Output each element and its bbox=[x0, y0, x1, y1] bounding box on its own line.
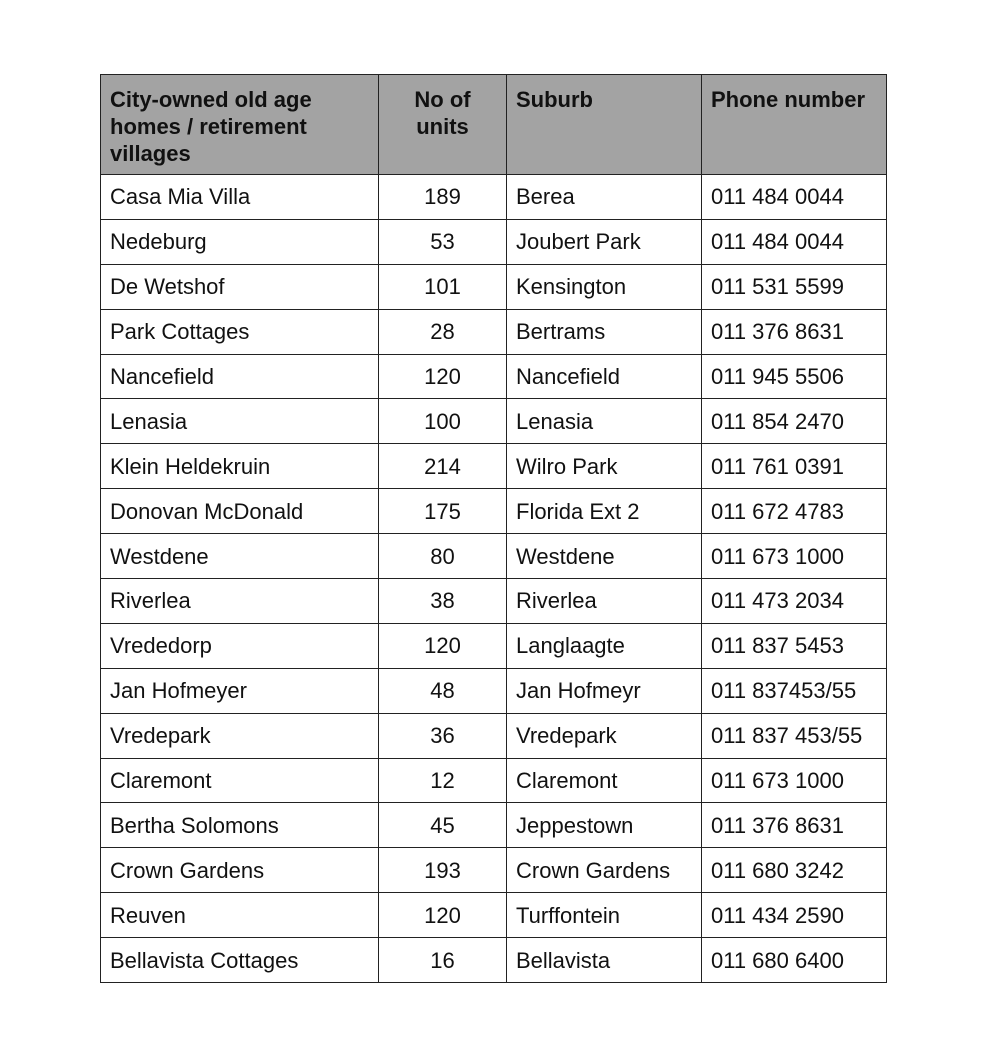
cell-name: Lenasia bbox=[101, 399, 379, 444]
cell-name: Bellavista Cottages bbox=[101, 938, 379, 983]
cell-name: De Wetshof bbox=[101, 264, 379, 309]
header-units: No of units bbox=[379, 75, 507, 175]
cell-suburb: Vredepark bbox=[507, 713, 702, 758]
cell-suburb: Berea bbox=[507, 175, 702, 220]
cell-phone: 011 854 2470 bbox=[702, 399, 887, 444]
table-row bbox=[101, 579, 887, 624]
cell-name: Jan Hofmeyer bbox=[101, 668, 379, 713]
table-row bbox=[101, 623, 887, 668]
cell-name: Vrededorp bbox=[101, 623, 379, 668]
cell-phone: 011 680 3242 bbox=[702, 848, 887, 893]
header-suburb: Suburb bbox=[507, 75, 702, 175]
cell-suburb: Joubert Park bbox=[507, 219, 702, 264]
cell-phone: 011 473 2034 bbox=[702, 579, 887, 624]
cell-suburb: Turffontein bbox=[507, 893, 702, 938]
cell-units: 120 bbox=[379, 354, 507, 399]
cell-units: 189 bbox=[379, 175, 507, 220]
cell-suburb: Kensington bbox=[507, 264, 702, 309]
cell-name: Park Cottages bbox=[101, 309, 379, 354]
table-row bbox=[101, 758, 887, 803]
cell-phone: 011 484 0044 bbox=[702, 219, 887, 264]
cell-suburb: Lenasia bbox=[507, 399, 702, 444]
cell-phone: 011 761 0391 bbox=[702, 444, 887, 489]
cell-suburb: Langlaagte bbox=[507, 623, 702, 668]
cell-units: 45 bbox=[379, 803, 507, 848]
table-row bbox=[101, 713, 887, 758]
cell-name: Crown Gardens bbox=[101, 848, 379, 893]
cell-phone: 011 672 4783 bbox=[702, 489, 887, 534]
table-row bbox=[101, 354, 887, 399]
cell-name: Bertha Solomons bbox=[101, 803, 379, 848]
cell-name: Westdene bbox=[101, 534, 379, 579]
cell-phone: 011 945 5506 bbox=[702, 354, 887, 399]
table-row bbox=[101, 175, 887, 220]
cell-suburb: Florida Ext 2 bbox=[507, 489, 702, 534]
cell-suburb: Jeppestown bbox=[507, 803, 702, 848]
cell-phone: 011 680 6400 bbox=[702, 938, 887, 983]
table-row bbox=[101, 309, 887, 354]
cell-suburb: Bellavista bbox=[507, 938, 702, 983]
cell-suburb: Riverlea bbox=[507, 579, 702, 624]
cell-units: 101 bbox=[379, 264, 507, 309]
cell-name: Donovan McDonald bbox=[101, 489, 379, 534]
retirement-villages-table bbox=[100, 74, 887, 983]
cell-units: 16 bbox=[379, 938, 507, 983]
cell-units: 175 bbox=[379, 489, 507, 534]
cell-suburb: Wilro Park bbox=[507, 444, 702, 489]
cell-phone: 011 837 453/55 bbox=[702, 713, 887, 758]
table-row bbox=[101, 848, 887, 893]
cell-units: 38 bbox=[379, 579, 507, 624]
cell-units: 100 bbox=[379, 399, 507, 444]
cell-phone: 011 673 1000 bbox=[702, 758, 887, 803]
cell-name: Nancefield bbox=[101, 354, 379, 399]
cell-suburb: Crown Gardens bbox=[507, 848, 702, 893]
cell-suburb: Bertrams bbox=[507, 309, 702, 354]
table-row bbox=[101, 444, 887, 489]
cell-name: Nedeburg bbox=[101, 219, 379, 264]
header-phone: Phone number bbox=[702, 75, 887, 175]
cell-suburb: Claremont bbox=[507, 758, 702, 803]
cell-units: 193 bbox=[379, 848, 507, 893]
cell-name: Riverlea bbox=[101, 579, 379, 624]
cell-units: 120 bbox=[379, 623, 507, 668]
cell-suburb: Jan Hofmeyr bbox=[507, 668, 702, 713]
cell-phone: 011 837 5453 bbox=[702, 623, 887, 668]
table-header-row bbox=[101, 75, 887, 175]
cell-units: 12 bbox=[379, 758, 507, 803]
cell-name: Klein Heldekruin bbox=[101, 444, 379, 489]
cell-name: Casa Mia Villa bbox=[101, 175, 379, 220]
cell-units: 214 bbox=[379, 444, 507, 489]
cell-phone: 011 673 1000 bbox=[702, 534, 887, 579]
cell-name: Reuven bbox=[101, 893, 379, 938]
cell-phone: 011 484 0044 bbox=[702, 175, 887, 220]
cell-units: 28 bbox=[379, 309, 507, 354]
cell-units: 120 bbox=[379, 893, 507, 938]
cell-phone: 011 837453/55 bbox=[702, 668, 887, 713]
cell-name: Claremont bbox=[101, 758, 379, 803]
table-row bbox=[101, 893, 887, 938]
cell-phone: 011 376 8631 bbox=[702, 309, 887, 354]
cell-suburb: Westdene bbox=[507, 534, 702, 579]
cell-units: 53 bbox=[379, 219, 507, 264]
cell-units: 36 bbox=[379, 713, 507, 758]
table-row bbox=[101, 938, 887, 983]
cell-units: 48 bbox=[379, 668, 507, 713]
table-row bbox=[101, 534, 887, 579]
table-row bbox=[101, 668, 887, 713]
cell-units: 80 bbox=[379, 534, 507, 579]
table-row bbox=[101, 264, 887, 309]
cell-phone: 011 434 2590 bbox=[702, 893, 887, 938]
table-row bbox=[101, 399, 887, 444]
table-row bbox=[101, 489, 887, 534]
table-row bbox=[101, 803, 887, 848]
header-name: City-owned old age homes / retirement villages bbox=[101, 75, 379, 175]
cell-name: Vredepark bbox=[101, 713, 379, 758]
cell-phone: 011 531 5599 bbox=[702, 264, 887, 309]
table-row bbox=[101, 219, 887, 264]
cell-phone: 011 376 8631 bbox=[702, 803, 887, 848]
cell-suburb: Nancefield bbox=[507, 354, 702, 399]
table-body bbox=[101, 175, 887, 983]
